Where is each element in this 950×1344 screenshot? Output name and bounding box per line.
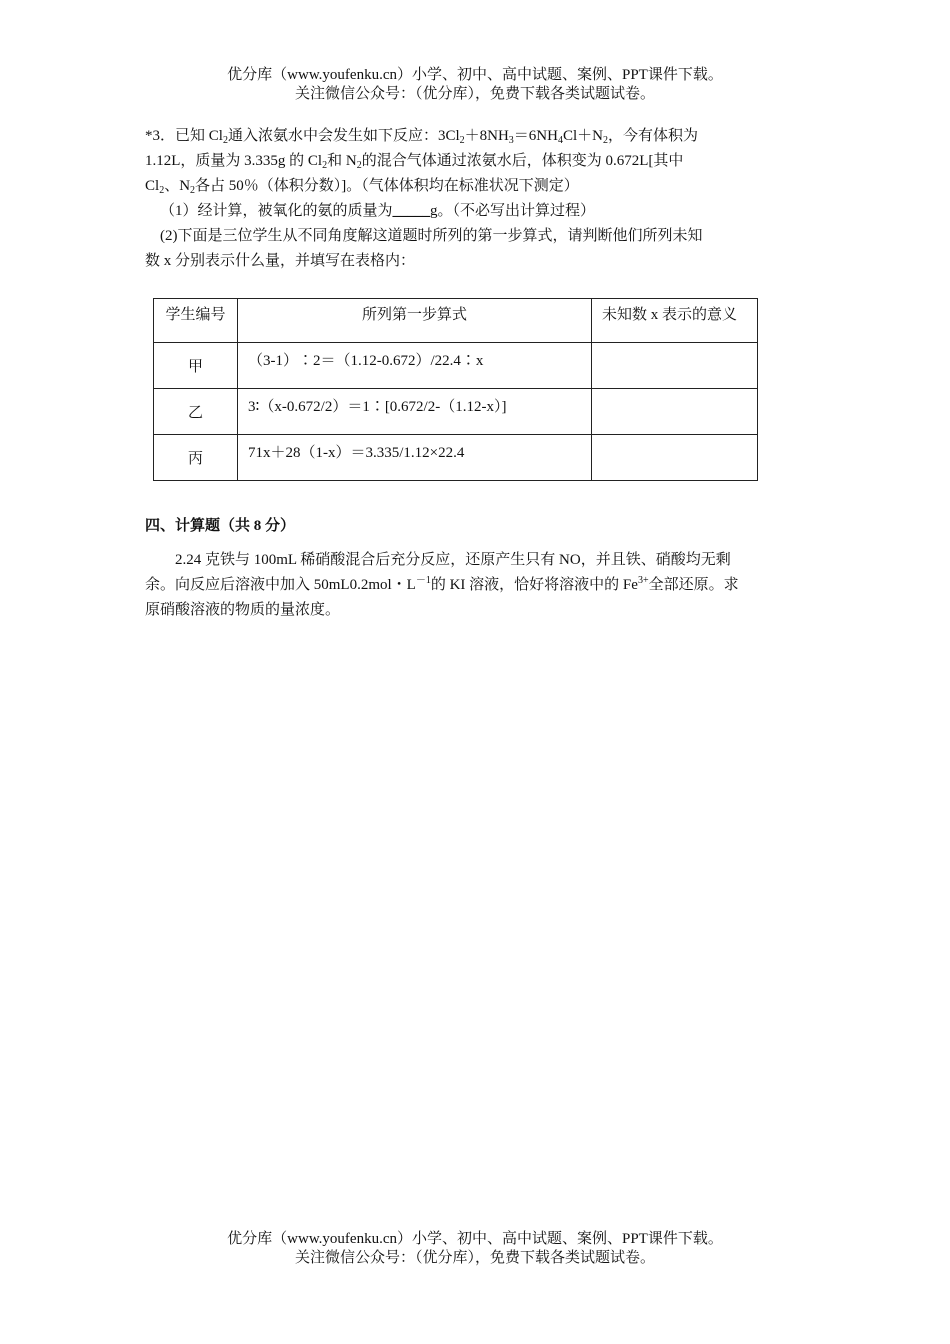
- meaning-cell[interactable]: [592, 389, 758, 435]
- q3-line-1: *3．已知 $Cl_2$通入浓氨水中会发生如下反应：$3Cl_2+8NH_3=6NH_4Cl+N_2$，今有体积为: [145, 128, 698, 146]
- q3-part-2-line-1: (2)下面是三位学生从不同角度解这道题时所列的第一步算式，请判断他们所列未知: [160, 228, 703, 244]
- q3-part-2-line-2: 数 x 分别表示什么量，并填写在表格内：: [145, 253, 416, 269]
- formula-cell: （3-1）∶2＝（1.12-0.672）/22.4∶x: [238, 343, 592, 389]
- table-header-row: [154, 299, 758, 343]
- footer-line-1: 优分库（www.youfenku.cn）小学、初中、高中试题、案例、PPT课件下载。: [227, 1231, 723, 1247]
- formula-table: [153, 298, 758, 481]
- table-row: [154, 343, 758, 389]
- meaning-cell[interactable]: [592, 343, 758, 389]
- formula-cell: 71x＋28（1-x）＝3.335/1.12×22.4: [238, 435, 592, 481]
- problem-line-1: 2.24 克铁与 100mL 稀硝酸混合后充分反应，还原产生只有 NO，并且铁、硝酸均无剩: [175, 552, 731, 568]
- section-4-problem: [145, 548, 810, 623]
- section-4-title: 四、计算题（共 8 分）: [145, 518, 296, 534]
- answer-blank[interactable]: _____: [392, 203, 431, 219]
- footer-line-2: 关注微信公众号：（优分库），免费下载各类试题试卷。: [294, 1250, 655, 1266]
- q3-line-3: $Cl_2$、$N_2$各占 50％（体积分数）]。（气体体积均在标准状况下测定）: [145, 178, 579, 196]
- q3-part-1: （1）经计算，被氧化的氨的质量为_____g。（不必写出计算过程）: [145, 199, 810, 224]
- student-cell: 丙: [154, 435, 238, 481]
- student-cell: 乙: [154, 389, 238, 435]
- header-meaning: 未知数 x 表示的意义: [592, 299, 758, 343]
- problem-line-2: 余。向反应后溶液中加入 50mL0.2mol・$L^{-1}$的 KI 溶液，恰好将溶液中的 $Fe^{3+}$全部还原。求: [145, 575, 739, 593]
- page-footer: [0, 1230, 950, 1268]
- question-3: [145, 124, 810, 274]
- header-student-id: 学生编号: [154, 299, 238, 343]
- table-row: [154, 435, 758, 481]
- header-formula: 所列第一步算式: [238, 299, 592, 343]
- student-cell: 甲: [154, 343, 238, 389]
- header-line-1: 优分库（www.youfenku.cn）小学、初中、高中试题、案例、PPT课件下载。: [227, 67, 723, 83]
- header-line-2: 关注微信公众号：（优分库），免费下载各类试题试卷。: [294, 86, 655, 102]
- page-header: [0, 66, 950, 104]
- problem-line-3: 原硝酸溶液的物质的量浓度。: [145, 602, 341, 618]
- q3-line-2: 1.12L，质量为 3.335g 的 $Cl_2$和 $N_2$的混合气体通过浓氨水后，体积变为 0.672L[其中: [145, 153, 684, 171]
- table-row: [154, 389, 758, 435]
- meaning-cell[interactable]: [592, 435, 758, 481]
- formula-cell: 3∶（x-0.672/2）＝1∶[0.672/2-（1.12-x）]: [238, 389, 592, 435]
